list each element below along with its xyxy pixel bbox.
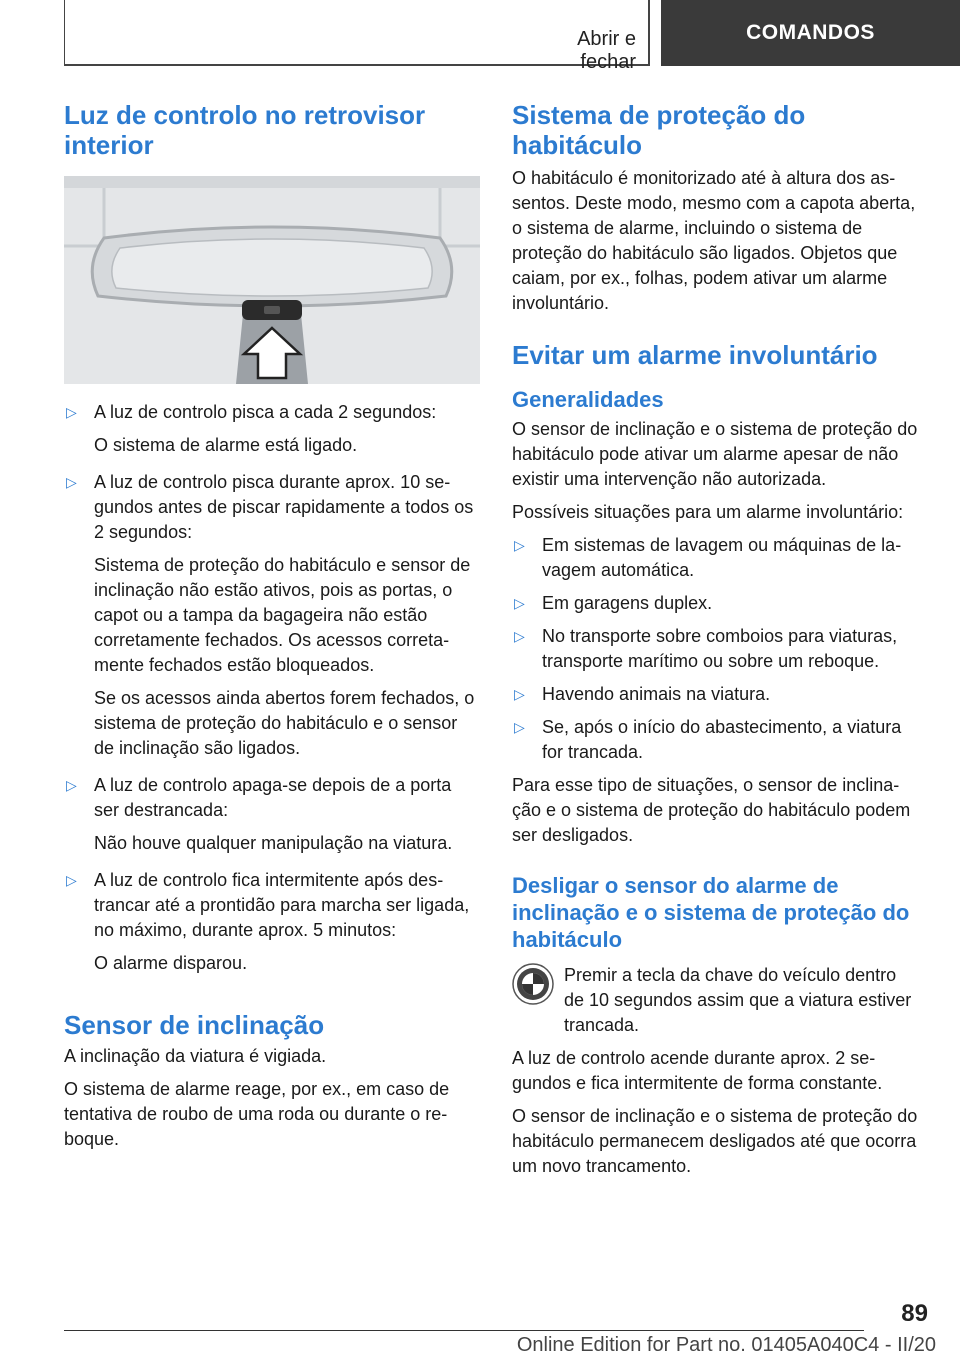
- bmw-key-icon: [512, 963, 554, 1005]
- control-light-list: [64, 400, 480, 976]
- triangle-right-icon: ▷: [66, 872, 77, 888]
- triangle-right-icon: ▷: [514, 628, 525, 644]
- false-alarm-list: [512, 533, 920, 765]
- heading-control-light: Luz de controlo no retrovisor interior: [64, 100, 426, 160]
- footer-rule: [64, 1330, 864, 1331]
- list-item: ▷ Em garagens duplex.: [512, 591, 920, 616]
- list-item: ▷ A luz de controlo apaga-se depois de a porta ser destrancada: Não houve qualquer manipulação na viatura.: [66, 775, 453, 853]
- triangle-right-icon: ▷: [514, 595, 525, 611]
- bmw-key-instruction: [512, 963, 920, 1038]
- list-item: ▷ Havendo animais na viatura.: [512, 682, 920, 707]
- list-item: ▷ Se, após o início do abastecimento, a viatura for trancada.: [514, 717, 902, 762]
- chapter-tab[interactable]: COMANDOS: [661, 0, 960, 66]
- paragraph: A inclinação da viatura é vigiada.: [64, 1046, 327, 1066]
- paragraph: O sistema de alarme reage, por ex., em caso de tentativa de roubo de uma roda ou durante o reboque.: [64, 1079, 450, 1149]
- triangle-right-icon: ▷: [66, 404, 77, 420]
- paragraph: O sensor de inclinação e o sistema de proteção do habitáculo pode ativar um alarme apesar de não existir uma intervenção não autorizada.: [512, 419, 918, 489]
- paragraph: Para esse tipo de situações, o sensor de inclinação e o sistema de proteção do habitáculo podem ser desligados.: [512, 775, 911, 845]
- page-number: 89: [901, 1300, 928, 1327]
- mirror-illustration: [64, 176, 480, 384]
- rearview-mirror-image: [64, 176, 480, 384]
- paragraph: Possíveis situações para um alarme involuntário:: [512, 502, 904, 522]
- header-rule-right: [648, 0, 650, 66]
- header-rule-left: [64, 0, 65, 66]
- triangle-right-icon: ▷: [66, 777, 77, 793]
- list-item: ▷ No transporte sobre comboios para viaturas, transporte marítimo ou sobre um reboque.: [514, 626, 898, 671]
- heading-avoid-false-alarm: Evitar um alarme involuntário: [512, 340, 878, 370]
- edition-text: Online Edition for Part no. 01405A040C4 - II/20: [516, 1334, 936, 1356]
- left-column: [64, 100, 480, 1152]
- section-title: Abrir e fechar: [577, 28, 636, 73]
- triangle-right-icon: ▷: [514, 537, 525, 553]
- triangle-right-icon: ▷: [514, 719, 525, 735]
- right-column: [512, 100, 920, 1179]
- subheading-disable-sensor: Desligar o sensor do alarme de inclinação e o sistema de proteção do habitáculo: [512, 873, 910, 952]
- list-item: ▷ A luz de controlo fica intermitente após destrancar até a prontidão para marcha ser ligada, no máximo, durante aprox. 5 minutos: O alarme disparou.: [66, 870, 470, 973]
- list-item: ▷ A luz de controlo pisca durante aprox. 10 segundos antes de piscar rapidamente a todos os 2 segundos: Sistema de proteção do habitáculo e sensor de inclinação não estão ativos, pois as portas, o capot ou a tampa da bagageira não estão corretamente fechados. Os acessos corretamente fechados estão bloqueados. Se os acessos ainda abertos forem fechados, o sistema de proteção do habitáculo e o sensor de inclinação são ligados.: [66, 472, 475, 758]
- heading-tilt-sensor: Sensor de inclinação: [64, 1010, 325, 1040]
- heading-interior-protection: Sistema de proteção do habitáculo: [512, 100, 806, 160]
- triangle-right-icon: ▷: [514, 686, 525, 702]
- paragraph: O habitáculo é monitorizado até à altura dos assentos. Deste modo, mesmo com a capota aberta, o sistema de alarme, incluindo o sistema de proteção do habitáculo são ligados. Objetos que caiam, por ex., folhas, podem ativar um alarme involuntário.: [512, 168, 916, 313]
- paragraph: A luz de controlo acende durante aprox. 2 segundos e fica intermitente de forma constante.: [512, 1048, 883, 1093]
- subheading-general: Generalidades: [512, 387, 664, 412]
- list-item: ▷ A luz de controlo pisca a cada 2 segundos: O sistema de alarme está ligado.: [66, 402, 437, 455]
- paragraph: Premir a tecla da chave do veículo dentro de 10 segundos assim que a viatura estiver trancada.: [564, 965, 912, 1035]
- paragraph: O sensor de inclinação e o sistema de proteção do habitáculo permanecem desligados até que ocorra um novo trancamento.: [512, 1106, 918, 1176]
- list-item: ▷ Em sistemas de lavagem ou máquinas de lavagem automática.: [514, 535, 902, 580]
- triangle-right-icon: ▷: [66, 474, 77, 490]
